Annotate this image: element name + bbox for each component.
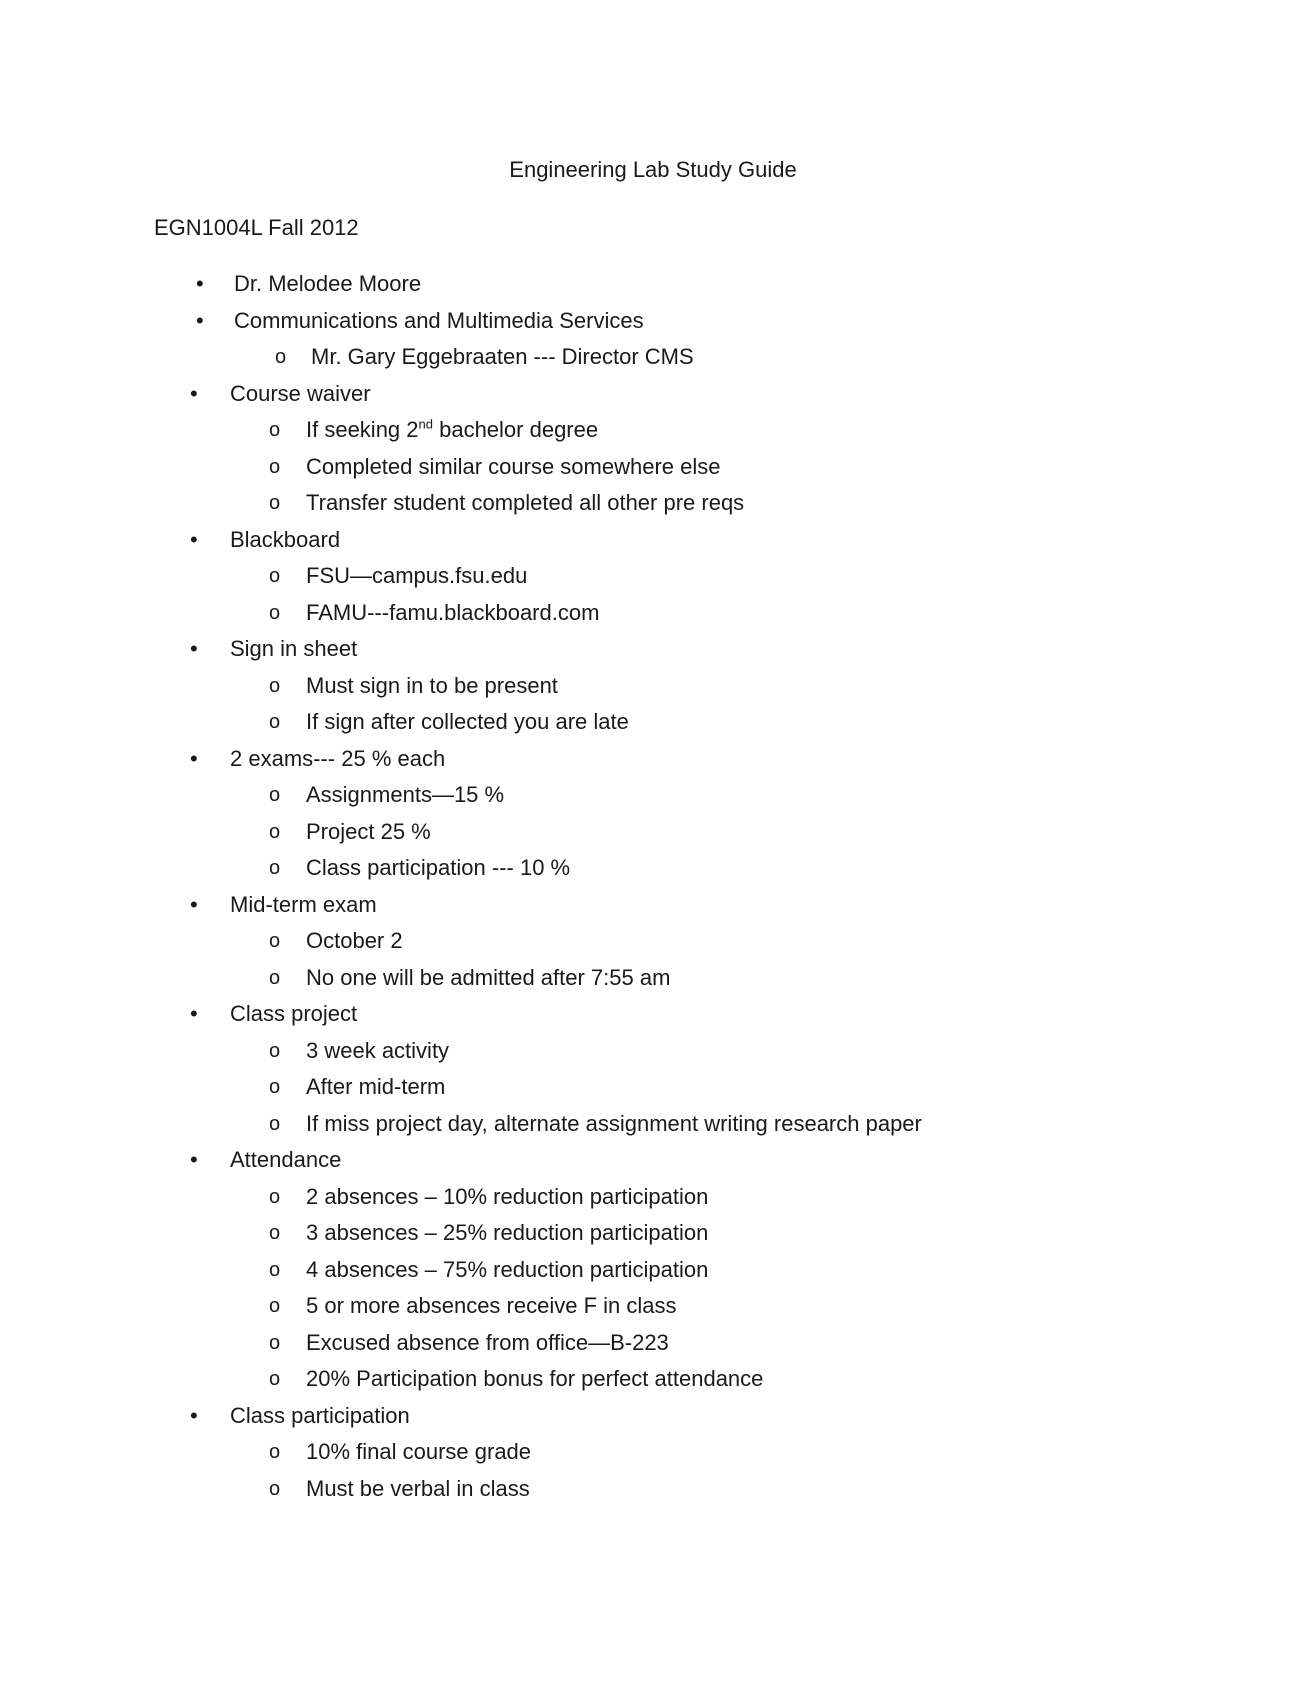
outline-item-label: 10% final course grade	[306, 1439, 532, 1464]
outline-item-label: Blackboard	[230, 526, 341, 552]
outline-subitem	[0, 854, 1306, 891]
outline-item-text	[306, 1110, 922, 1138]
outline-subitem	[0, 818, 1306, 855]
outline-item-label: Attendance	[230, 1147, 342, 1172]
circle-bullet-icon: o	[269, 1258, 281, 1281]
outline-subitem	[0, 1438, 1306, 1475]
outline-item	[0, 1402, 1306, 1439]
outline-subitem	[0, 489, 1306, 526]
bullet-icon: •	[196, 307, 204, 333]
outline-item	[0, 526, 1306, 563]
circle-bullet-icon: o	[269, 784, 281, 806]
outline-subitem	[0, 927, 1306, 964]
outline-item-label: Must be verbal in class	[306, 1475, 530, 1501]
outline-item-label: 4 absences – 75% reduction participation	[306, 1256, 709, 1282]
outline-item-label: After mid-term	[306, 1074, 446, 1099]
outline-item-text	[306, 1219, 708, 1247]
outline-subitem	[0, 562, 1306, 599]
circle-bullet-icon: o	[269, 1368, 281, 1390]
circle-bullet-icon: o	[269, 419, 281, 441]
outline-subitem	[0, 1183, 1306, 1220]
circle-bullet-icon: o	[269, 492, 281, 514]
outline-item-text	[306, 599, 599, 627]
outline-item-label: Class participation --- 10 %	[306, 855, 571, 880]
outline-item-text	[306, 562, 527, 590]
bullet-icon: •	[190, 1001, 198, 1026]
outline-item-text	[306, 1438, 531, 1466]
outline-item-label: Communications and Multimedia Services	[234, 307, 644, 333]
outline-subitem	[0, 708, 1306, 745]
outline-item-text	[230, 635, 357, 663]
circle-bullet-icon: o	[269, 1477, 281, 1500]
circle-bullet-icon: o	[269, 711, 281, 733]
outline-item-label: 20% Participation bonus for perfect attendance	[306, 1366, 764, 1391]
outline-item-label: Course waiver	[230, 380, 371, 406]
circle-bullet-icon: o	[269, 1295, 281, 1317]
outline-subitem	[0, 1329, 1306, 1366]
circle-bullet-icon: o	[269, 1222, 281, 1244]
outline-subitem	[0, 1219, 1306, 1256]
outline-item	[0, 891, 1306, 928]
outline-item-label: Completed similar course somewhere else	[306, 453, 721, 479]
outline-item	[0, 1000, 1306, 1037]
bullet-icon: •	[190, 636, 198, 661]
outline-item-text	[306, 708, 629, 736]
outline-subitem	[0, 672, 1306, 709]
outline-subitem	[0, 1475, 1306, 1512]
circle-bullet-icon: o	[275, 346, 287, 368]
circle-bullet-icon: o	[269, 1441, 281, 1463]
outline-subitem	[0, 1073, 1306, 1110]
circle-bullet-icon: o	[269, 1331, 281, 1354]
outline-item-text	[306, 416, 598, 444]
outline-item-label: Dr. Melodee Moore	[234, 271, 422, 296]
outline-item-label: Excused absence from office—B-223	[306, 1329, 669, 1355]
outline-item	[0, 635, 1306, 672]
bullet-icon: •	[196, 271, 204, 296]
circle-bullet-icon: o	[269, 1076, 281, 1098]
bullet-icon: •	[190, 1402, 198, 1428]
outline-item	[0, 307, 1306, 344]
outline-item-text	[230, 526, 340, 554]
outline-subitem	[0, 964, 1306, 1001]
outline-item-text	[306, 1475, 530, 1503]
bullet-icon: •	[190, 891, 198, 917]
outline-item-text	[230, 1000, 357, 1028]
outline-item-label: Must sign in to be present	[306, 672, 558, 698]
bullet-icon: •	[190, 745, 198, 771]
circle-bullet-icon: o	[269, 565, 281, 587]
outline-subitem	[0, 599, 1306, 636]
outline-item-label: If sign after collected you are late	[306, 709, 629, 734]
outline-item-text	[306, 1292, 677, 1320]
outline-item-label: If miss project day, alternate assignment writing research paper	[306, 1110, 922, 1136]
outline-subitem	[0, 1365, 1306, 1402]
outline-item-text	[306, 1256, 708, 1284]
outline-item-text	[306, 1365, 763, 1393]
outline-item-label: 2 exams--- 25 % each	[230, 745, 446, 771]
bullet-icon: •	[190, 526, 198, 552]
course-heading: EGN1004L Fall 2012	[154, 215, 359, 240]
circle-bullet-icon: o	[269, 820, 281, 843]
outline-item-text	[230, 380, 371, 408]
outline-item-label: Mr. Gary Eggebraaten --- Director CMS	[311, 344, 694, 369]
outline-item-text	[306, 672, 558, 700]
outline-item	[0, 1146, 1306, 1183]
outline-subitem	[0, 1256, 1306, 1293]
outline-item-text	[230, 1402, 410, 1430]
outline-item-label-continued: bachelor degree	[432, 417, 599, 442]
outline-item-text	[311, 343, 694, 371]
outline-item-text	[230, 891, 377, 919]
outline-item-text	[306, 1037, 449, 1065]
outline-item-label: Transfer student completed all other pre reqs	[306, 490, 745, 515]
outline-item-text	[306, 854, 570, 882]
bullet-icon: •	[190, 1147, 198, 1172]
outline-item	[0, 270, 1306, 307]
outline-item-text	[306, 927, 403, 955]
outline-item-text	[230, 1146, 341, 1174]
outline-item-label: Class participation	[230, 1402, 410, 1428]
outline-item-text	[306, 781, 504, 809]
outline-item-label: Project 25 %	[306, 818, 431, 844]
outline-item-label: 2 absences – 10% reduction participation	[306, 1183, 709, 1209]
outline-subitem	[0, 1037, 1306, 1074]
outline-item-label: If seeking 2	[306, 417, 419, 442]
outline-item-text	[306, 1329, 669, 1357]
circle-bullet-icon: o	[269, 966, 281, 989]
outline-item-label: Assignments—15 %	[306, 782, 505, 807]
outline-item-text	[306, 489, 744, 517]
ordinal-suffix: nd	[418, 416, 433, 432]
outline-item	[0, 380, 1306, 417]
circle-bullet-icon: o	[269, 455, 281, 478]
outline-item-label: FSU—campus.fsu.edu	[306, 563, 528, 588]
outline-subitem	[0, 453, 1306, 490]
outline-subitem	[0, 416, 1306, 453]
circle-bullet-icon: o	[269, 674, 281, 697]
outline-item-label: 3 absences – 25% reduction participation	[306, 1220, 709, 1245]
outline-subitem	[0, 1292, 1306, 1329]
study-guide-outline	[0, 270, 1306, 1511]
outline-item-label: 3 week activity	[306, 1037, 450, 1063]
outline-item-text	[230, 745, 445, 773]
outline-item-text	[306, 1073, 445, 1101]
circle-bullet-icon: o	[269, 1185, 281, 1208]
outline-item-text	[306, 453, 721, 481]
circle-bullet-icon: o	[269, 1112, 281, 1135]
outline-item-text	[306, 1183, 708, 1211]
outline-item-label: Mid-term exam	[230, 891, 377, 917]
document-title: Engineering Lab Study Guide	[509, 157, 797, 182]
outline-item-label: Sign in sheet	[230, 636, 358, 661]
outline-item-label: Class project	[230, 1001, 358, 1026]
outline-subitem	[0, 1110, 1306, 1147]
outline-item-label: October 2	[306, 928, 403, 953]
circle-bullet-icon: o	[269, 857, 281, 879]
outline-subitem	[0, 781, 1306, 818]
outline-item-label: 5 or more absences receive F in class	[306, 1293, 677, 1318]
outline-item-text	[306, 964, 670, 992]
outline-item-label: FAMU---famu.blackboard.com	[306, 599, 600, 625]
circle-bullet-icon: o	[269, 930, 281, 952]
outline-item-text	[306, 818, 431, 846]
outline-item-text	[234, 307, 644, 335]
outline-subitem	[0, 343, 1306, 380]
outline-item	[0, 745, 1306, 782]
bullet-icon: •	[190, 380, 198, 406]
outline-item-text	[234, 270, 421, 298]
outline-item-label: No one will be admitted after 7:55 am	[306, 964, 671, 990]
circle-bullet-icon: o	[269, 601, 281, 624]
circle-bullet-icon: o	[269, 1039, 281, 1062]
